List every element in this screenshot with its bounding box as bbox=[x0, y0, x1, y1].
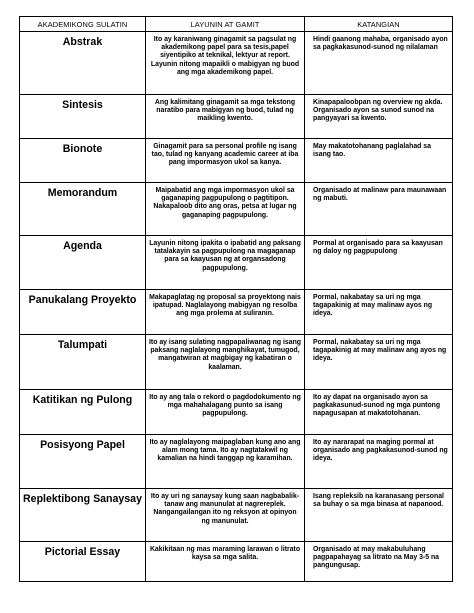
layunin-cell: Ito ay isang sulating nagpapaliwanag ng isang paksang naglalayong manghikayat, tumugod, mangatwiran at magbigay ng kabatiran o kaalaman. bbox=[146, 335, 305, 390]
sulatin-name: Bionote bbox=[20, 139, 146, 183]
table-row bbox=[20, 95, 453, 139]
layunin-cell: Makapaglatag ng proposal sa proyektong nais ipatupad. Naglalayong mabigyan ng resolba ang mga prolema at suliranin. bbox=[146, 290, 305, 335]
table-row bbox=[20, 335, 453, 390]
table-row bbox=[20, 32, 453, 95]
katangian-cell: Kinapapaloobpan ng overview ng akda. Organisado ayon sa sunod sunod na pangyayari sa kwento. bbox=[305, 95, 453, 139]
sulatin-name: Katitikan ng Pulong bbox=[20, 390, 146, 435]
header-row bbox=[20, 17, 453, 32]
katangian-cell: Pormal, nakabatay sa uri ng mga tagapakinig at may malinaw ang ayos ng ideya. bbox=[305, 335, 453, 390]
katangian-cell: Organisado at may makabuluhang pagpapahayag sa litrato na May 3-5 na pangungusap. bbox=[305, 542, 453, 582]
katangian-cell: Hindi gaanong mahaba, organisado ayon sa pagkakasunod-sunod ng nilalaman bbox=[305, 32, 453, 95]
table-row bbox=[20, 435, 453, 489]
layunin-cell: Ito ay uri ng sanaysay kung saan nagbabalik-tanaw ang manunulat at nagrereplek. Nangangailangan ito ng reksyon at opinyon ng manunulat. bbox=[146, 489, 305, 542]
katangian-cell: Pormal, nakabatay sa uri ng mga tagapakinig at may malinaw ayos ng ideya. bbox=[305, 290, 453, 335]
layunin-cell: Ito ay ang tala o rekord o pagdodokumento ng mga mahahalagang punto sa isang pagpupulong. bbox=[146, 390, 305, 435]
sulatin-name: Pictorial Essay bbox=[20, 542, 146, 582]
table-row bbox=[20, 236, 453, 290]
sulatin-name: Talumpati bbox=[20, 335, 146, 390]
table-row bbox=[20, 489, 453, 542]
sulatin-name: Memorandum bbox=[20, 183, 146, 236]
layunin-cell: Ito ay naglalayong maipaglaban kung ano ang alam mong tama. Ito ay nagtatakwil ng kamalian na hindi tanggap ng karamihan. bbox=[146, 435, 305, 489]
sulatin-name: Panukalang Proyekto bbox=[20, 290, 146, 335]
katangian-cell: Organisado at malinaw para maunawaan ng mabuti. bbox=[305, 183, 453, 236]
sulatin-name: Posisyong Papel bbox=[20, 435, 146, 489]
header-layunin-at-gamit: LAYUNIN AT GAMIT bbox=[146, 17, 305, 32]
header-katangian: KATANGIAN bbox=[305, 17, 453, 32]
document-page bbox=[19, 16, 452, 582]
sulatin-name: Abstrak bbox=[20, 32, 146, 95]
katangian-cell: Ito ay dapat na organisado ayon sa pagkakasunud-sunod ng mga puntong napagusapan at makatotohanan. bbox=[305, 390, 453, 435]
table-row bbox=[20, 390, 453, 435]
table-row bbox=[20, 290, 453, 335]
sulatin-name: Agenda bbox=[20, 236, 146, 290]
layunin-cell: Maipabatid ang mga impormasyon ukol sa gaganaping pagpupulong o pagtitipon. Nakapaloob dito ang oras, petsa at lugar ng gaganaping pagpupulong. bbox=[146, 183, 305, 236]
sulatin-name: Replektibong Sanaysay bbox=[20, 489, 146, 542]
layunin-cell: Ginagamit para sa personal profile ng isang tao, tulad ng kanyang academic career at iba pang impormasyon ukol sa kanya. bbox=[146, 139, 305, 183]
table-row bbox=[20, 183, 453, 236]
sulatin-name: Sintesis bbox=[20, 95, 146, 139]
layunin-cell: Ito ay karaniwang ginagamit sa pagsulat ng akademikong papel para sa tesis,papel siyentipiko at teknikal, lektyur at report. Layunin nitong mapaikli o mabigyan ng buod ang mga akademikong papel. bbox=[146, 32, 305, 95]
table-row bbox=[20, 139, 453, 183]
layunin-cell: Layunin nitong ipakita o ipabatid ang paksang tatalakayin sa pagpupulong na magaganap para sa kaayusan ng at organsadong pagpupulong. bbox=[146, 236, 305, 290]
table-row bbox=[20, 542, 453, 582]
katangian-cell: Ito ay nararapat na maging pormal at organisado ang pagkakasunod-sunod ng ideya. bbox=[305, 435, 453, 489]
katangian-cell: May makatotohanang paglalahad sa isang tao. bbox=[305, 139, 453, 183]
katangian-cell: Isang repleksib na karanasang personal sa buhay o sa mga binasa at napanood. bbox=[305, 489, 453, 542]
header-akademikong-sulatin: AKADEMIKONG SULATIN bbox=[20, 17, 146, 32]
layunin-cell: Kakikitaan ng mas maraming larawan o litrato kaysa sa mga salita. bbox=[146, 542, 305, 582]
akademikong-sulatin-table bbox=[19, 16, 453, 582]
layunin-cell: Ang kalimitang ginagamit sa mga tekstong naratibo para mabigyan ng buod, tulad ng maikling kwento. bbox=[146, 95, 305, 139]
katangian-cell: Pormal at organisado para sa kaayusan ng daloy ng pagpupulong bbox=[305, 236, 453, 290]
